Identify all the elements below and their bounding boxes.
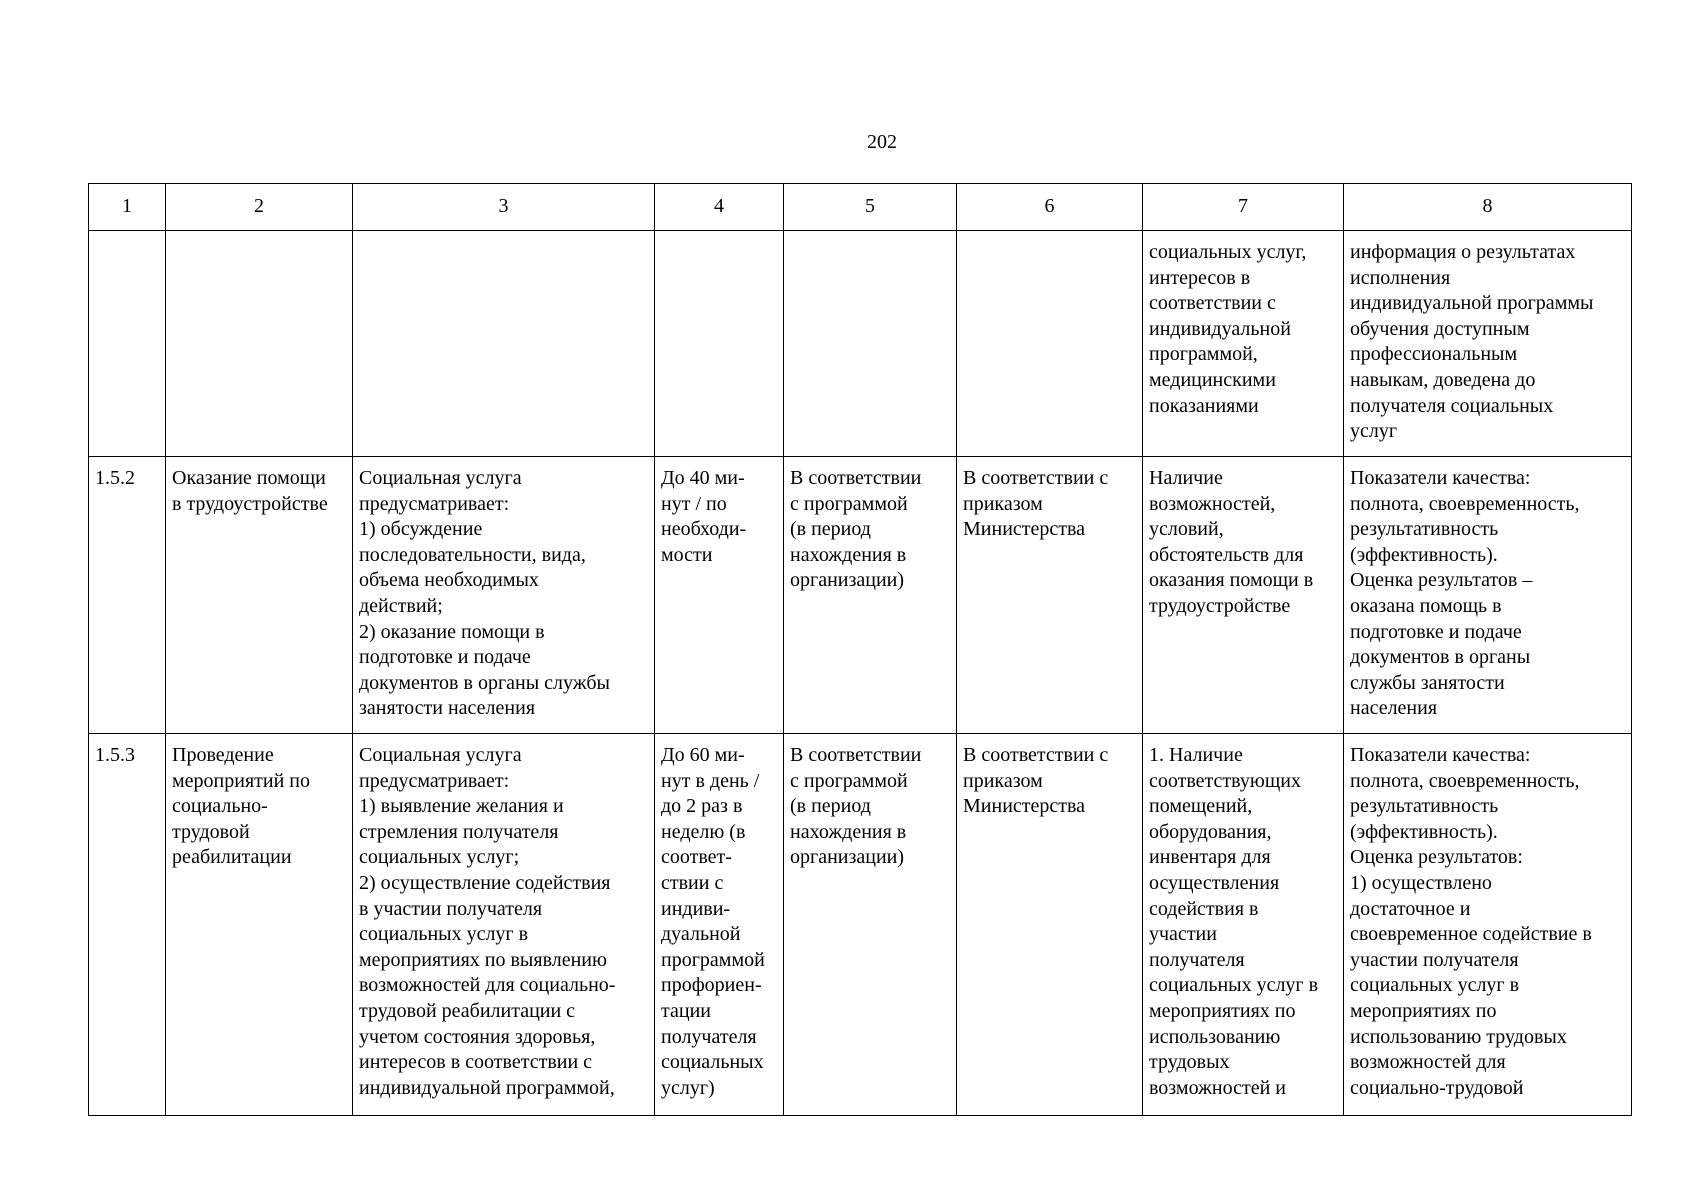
table-cell: [353, 734, 655, 1116]
table-cell: [1143, 457, 1344, 734]
cell-text: В соответствии с программой (в период нахождения в организации): [790, 467, 922, 592]
services-table: [88, 183, 1632, 1116]
page-number: 202: [867, 131, 897, 153]
cell-text: Наличие возможностей, условий, обстоятельств для оказания помощи в трудоустройстве: [1149, 467, 1314, 617]
table-cell: [655, 734, 784, 1116]
cell-text: Проведение мероприятий по социально- трудовой реабилитации: [172, 744, 310, 869]
table-cell: [89, 457, 166, 734]
table-cell: [784, 231, 957, 457]
cell-text: В соответствии с приказом Министерства: [963, 467, 1109, 541]
table-cell: [784, 457, 957, 734]
table-cell: [166, 734, 353, 1116]
table-cell: [1143, 231, 1344, 457]
cell-text: социальных услуг, интересов в соответствии с индивидуальной программой, медицинскими показаниями: [1149, 241, 1307, 417]
cell-text: В соответствии с приказом Министерства: [963, 744, 1109, 818]
cell-text: Показатели качества: полнота, своевременность, результативность (эффективность). Оценка результатов – оказана помощь в подготовке и подаче документов в органы службы занятости населения: [1350, 467, 1580, 720]
cell-text: информация о результатах исполнения индивидуальной программы обучения доступным профессиональным навыкам, доведена до получателя социальных услуг: [1350, 241, 1594, 443]
table-cell: [957, 457, 1143, 734]
column-header: 8: [1344, 184, 1632, 231]
cell-text: Социальная услуга предусматривает: 1) обсуждение последовательности, вида, объема необходимых действий; 2) оказание помощи в подготовке и подаче документов в органы службы занятости населения: [359, 467, 610, 720]
table-header-row: [89, 184, 1632, 231]
table-cell: [655, 457, 784, 734]
table-row: [89, 231, 1632, 457]
table-row: [89, 457, 1632, 734]
table-cell: [1344, 734, 1632, 1116]
table-cell: [1344, 231, 1632, 457]
cell-text: Социальная услуга предусматривает: 1) выявление желания и стремления получателя социальных услуг; 2) осуществление содействия в участии получателя социальных услуг в мероприятиях по выявлению возможностей для социально- трудовой реабилитации с учетом состояния здоровья, интересов в соответствии с индивидуальной программой,: [359, 744, 616, 1099]
table-cell: [353, 231, 655, 457]
table-cell: [89, 734, 166, 1116]
table-cell: [1344, 457, 1632, 734]
table-cell: [957, 734, 1143, 1116]
cell-text: 1. Наличие соответствующих помещений, оборудования, инвентаря для осуществления содействия в участии получателя социальных услуг в мероприятиях по использованию трудовых возможностей и: [1149, 744, 1319, 1099]
table-row: [89, 734, 1632, 1116]
cell-text: До 60 ми- нут в день / до 2 раз в неделю (в соответ- ствии с индиви- дуальной программой профориен- тации получателя социальных услуг): [661, 744, 765, 1099]
table-cell: [784, 734, 957, 1116]
column-header: 5: [784, 184, 957, 231]
table-cell: [166, 457, 353, 734]
cell-text: До 40 ми- нут / по необходи- мости: [661, 467, 747, 566]
table-cell: [655, 231, 784, 457]
cell-text: 1.5.2: [95, 467, 135, 489]
column-header: 6: [957, 184, 1143, 231]
column-header: 3: [353, 184, 655, 231]
table-cell: [353, 457, 655, 734]
table-cell: [89, 231, 166, 457]
cell-text: В соответствии с программой (в период нахождения в организации): [790, 744, 922, 869]
cell-text: 1.5.3: [95, 744, 135, 766]
column-header: 7: [1143, 184, 1344, 231]
cell-text: Оказание помощи в трудоустройстве: [172, 467, 328, 515]
table-cell: [1143, 734, 1344, 1116]
cell-text: Показатели качества: полнота, своевременность, результативность (эффективность). Оценка результатов: 1) осуществлено достаточное и своевременное содействие в участии получателя социальных услуг в мероприятиях по использованию трудовых возможностей для социально-трудовой: [1350, 744, 1592, 1099]
column-header: 4: [655, 184, 784, 231]
column-header: 2: [166, 184, 353, 231]
column-header: 1: [89, 184, 166, 231]
table-cell: [957, 231, 1143, 457]
table-cell: [166, 231, 353, 457]
